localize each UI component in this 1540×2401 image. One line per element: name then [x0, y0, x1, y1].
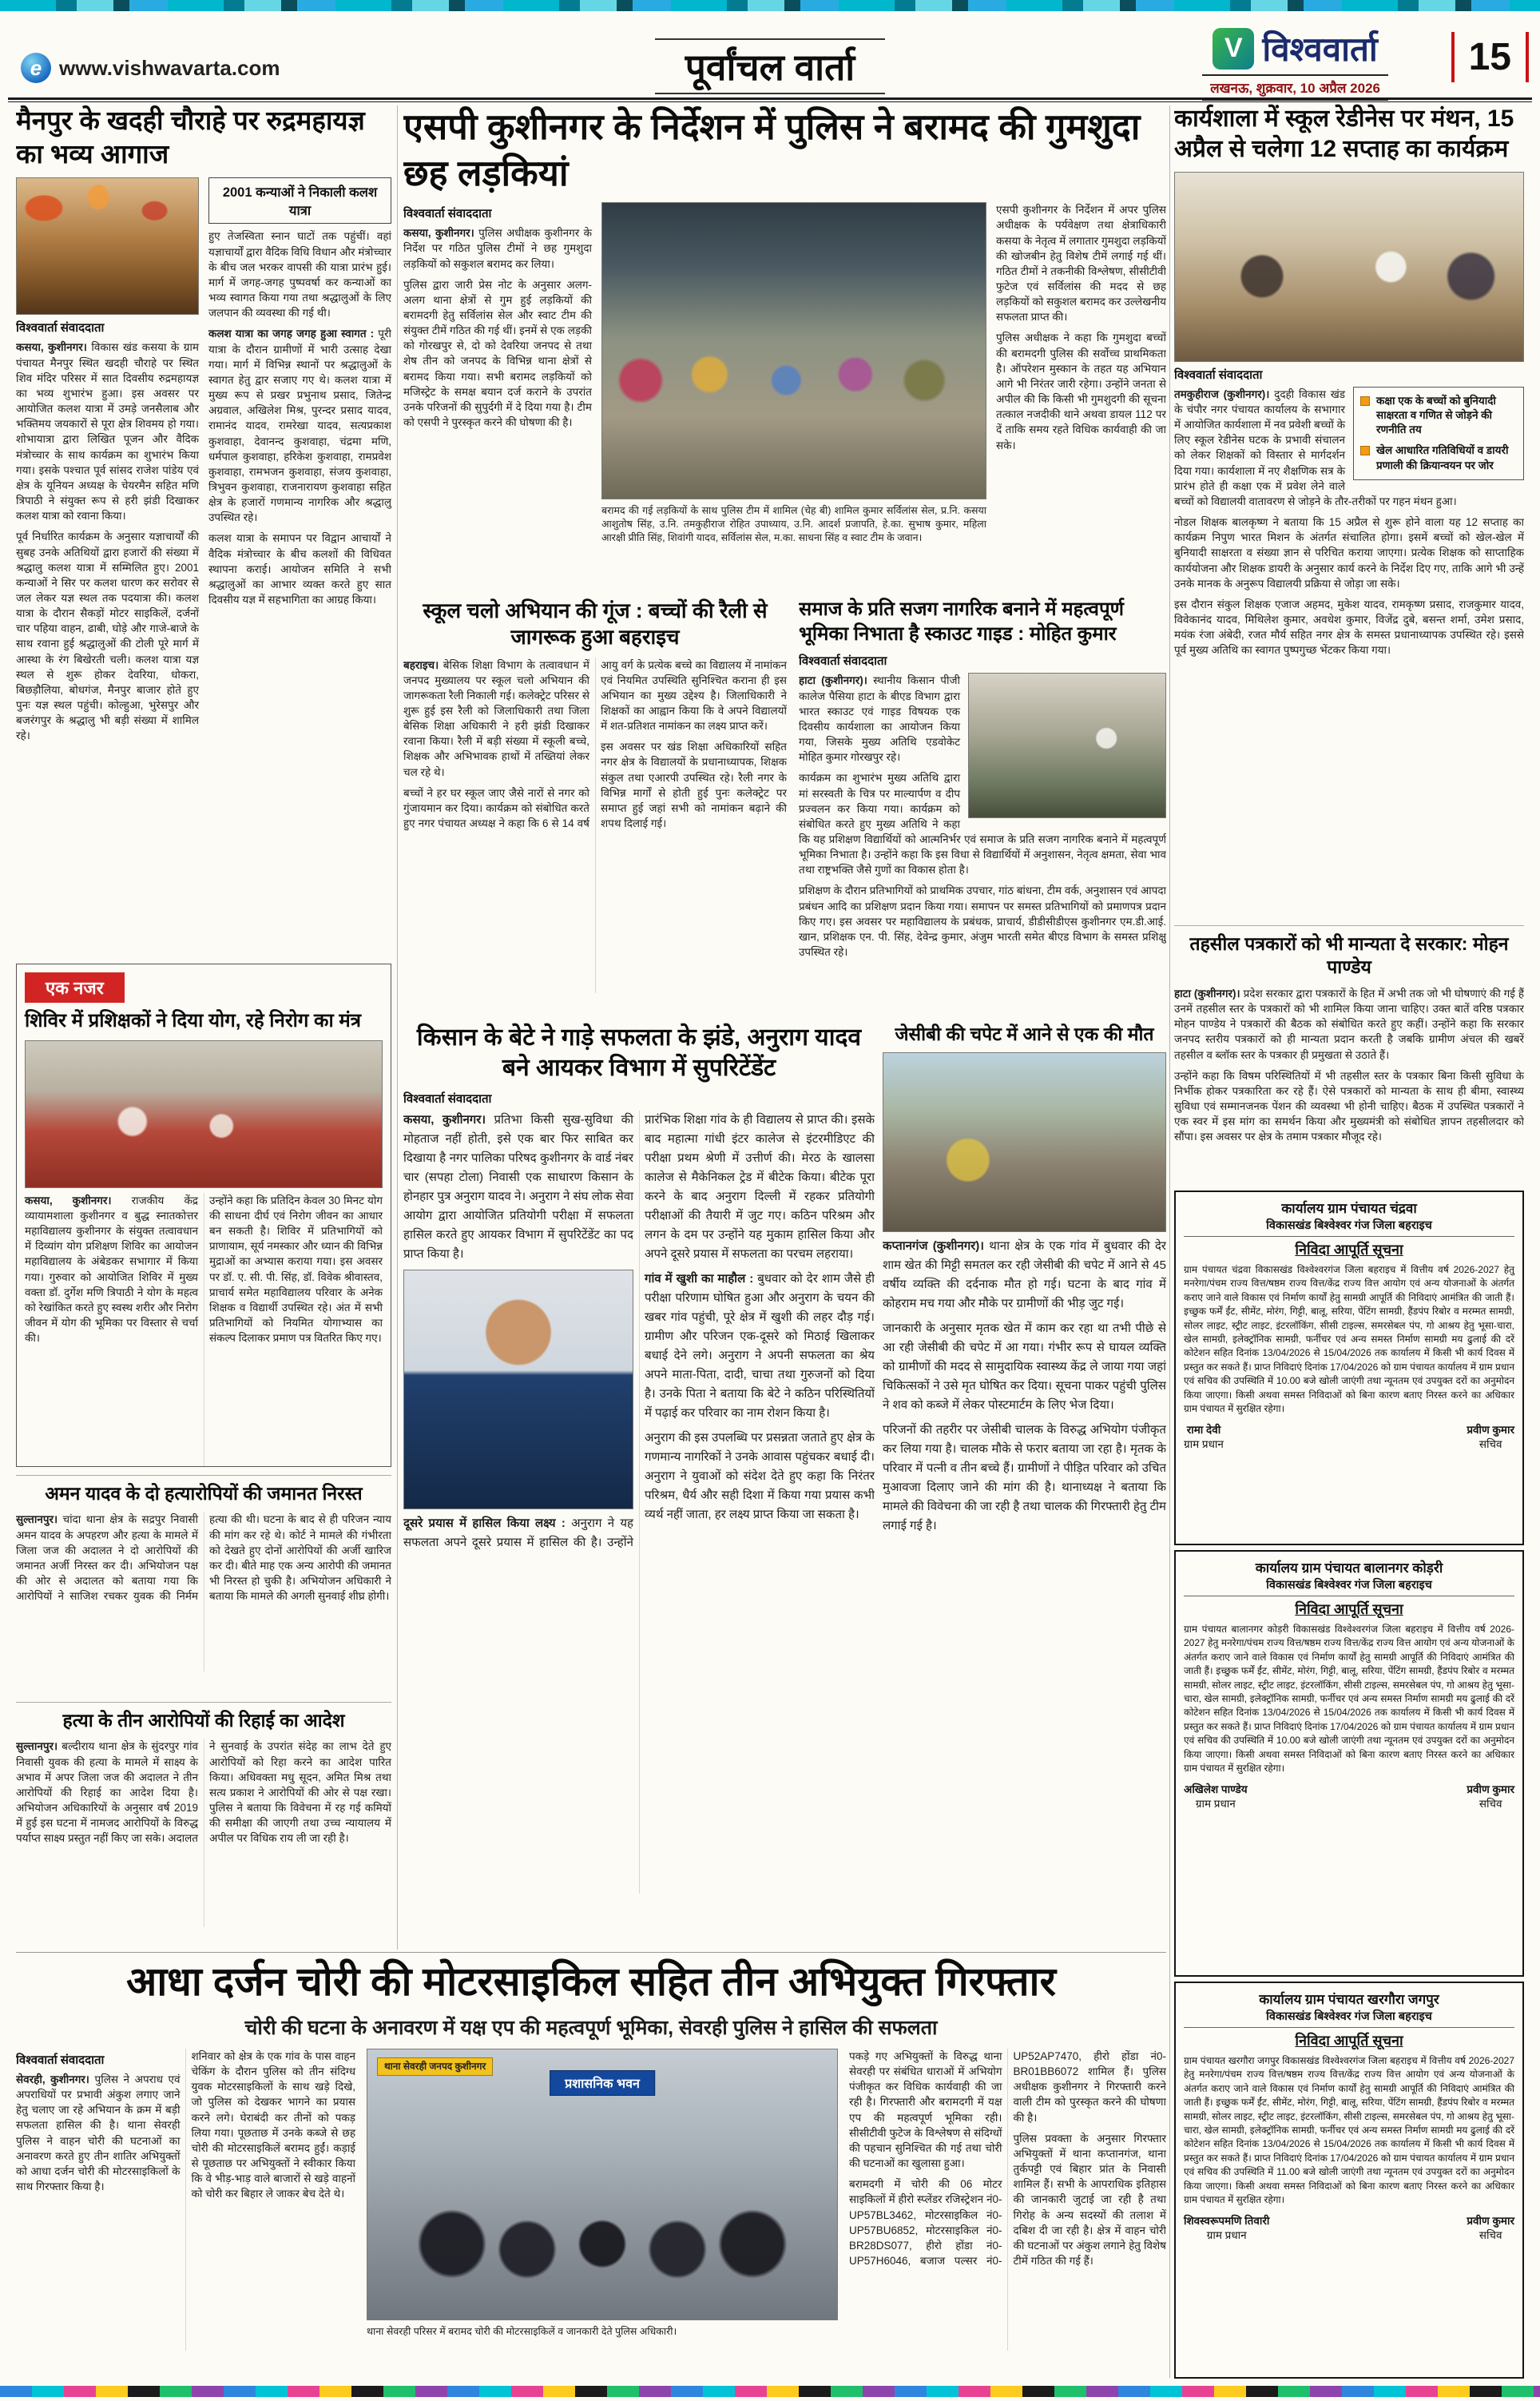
bullet-icon: [1360, 446, 1370, 455]
dateline: बहराइच।: [403, 658, 439, 671]
website-logo-icon: e: [21, 53, 51, 83]
article-text: पकड़े गए अभियुक्तों के विरुद्ध थाना सेवरही पर संबंधित धाराओं में अभियोग पंजीकृत कर विधिक कार्यवाही की जा रही है। गिरफ्तारी और बरामदगी में यक्ष एप की महत्वपूर्ण भूमिका रही। सीसीटीवी फुटेज के विश्लेषण से संदिग्धों की पहचान सुनिश्चित की गई तथा चोरी की घटनाओं का खुलासा हुआ।: [849, 2050, 1002, 2170]
inline-subhead: दूसरे प्रयास में हासिल किया लक्ष्य :: [403, 1516, 566, 1530]
article-missing-girls-recovered: [403, 104, 1166, 593]
tender-notice-khargaura-jagpur: [1174, 1982, 1524, 2379]
article-text: उन्होंने कहा कि विषम परिस्थितियों में भी तहसील स्तर के पत्रकार बिना किसी सुविधा के निर्भीक होकर पत्रकारिता कर रहे हैं। ऐसे पत्रकारों को मान्यता के साथ ही बीमा, स्वास्थ्य सुविधा एवं सम्मानजनक पेंशन की व्यवस्था भी होनी चाहिए। बैठक में उपस्थित पत्रकारों ने एक स्वर में इस मांग का समर्थन किया और मुख्यमंत्री को संबोधित ज्ञापन तहसीलदार को सौंपा। इस अवसर पर क्षेत्र के तमाम पत्रकार मौजूद रहे।: [1174, 1069, 1524, 1143]
byline: विश्ववार्ता संवाददाता: [403, 1091, 492, 1106]
bullet-text: खेल आधारित गतिविधियों व डायरी प्रणाली की क्रियान्वयन पर जोर: [1376, 444, 1509, 471]
article-text: पुलिस प्रवक्ता के अनुसार गिरफ्तार अभियुक्तों में थाना कप्तानगंज, थाना तुर्कपट्टी एवं बिहार प्रांत के निवासी शामिल हैं। सभी के आपराधिक इतिहास की जानकारी जुटाई जा रही है तथा गिरोह के अन्य सदस्यों की तलाश में दबिश दी जा रही है। क्षेत्र में वाहन चोरी की घटनाओं पर अंकुश लगाने हेतु विशेष टीमें गठित की गई हैं।: [1013, 2132, 1166, 2268]
signatory-name: प्रवीण कुमार: [1467, 1783, 1514, 1796]
article-headline: स्कूल चलो अभियान की गूंज : बच्चों की रैली से जागरूक हुआ बहराइच: [423, 598, 768, 650]
photo-caption: थाना सेवरही परिसर में बरामद चोरी की मोटरसाइकिलें व जानकारी देते पुलिस अधिकारी।: [367, 2326, 677, 2337]
photo-caption: बरामद की गई लड़कियों के साथ पुलिस टीम में शामिल (चेह बी) शामिल कुमार सर्विलांस सेल, प्र.नि. कसया आशुतोष सिंह, उ.नि. तमकुहीराज रोहित उपाध्याय, उ.नि. आदर्श प्रजापति, हे.का. सुभाष कुमार, महिला आरक्षी प्रीति सिंह, शिवांगी यादव, सर्विलांस सेल, म.का. साधना सिंह व स्वाट टीम के जवान।: [601, 505, 986, 543]
article-text: राजकीय केंद्र व्यायामशाला कुशीनगर व बुद्ध स्नातकोत्तर महाविद्यालय कुशीनगर के संयुक्त तत्वावधान में दिव्यांग योग प्रशिक्षण शिविर का आयोजन महाविद्यालय के अंबेडकर सभागार में किया गया। गुरुवार को आयोजित शिविर में मुख्य वक्ता डॉ. दुर्गेश मणि त्रिपाठी ने योग के महत्व को रेखांकित करते हुए स्वस्थ शरीर और निरोग जीवन में योग की भूमिका पर विस्तार से चर्चा की।: [25, 1194, 198, 1345]
paper-logo-icon: V: [1213, 28, 1254, 70]
article-text: चांदा थाना क्षेत्र के सद्रपुर निवासी अमन यादव के अपहरण और हत्या के मामले में जिला जज की अदालत ने दो आरोपियों की जमानत अर्जी निरस्त कर दी। अभियोजन पक्ष की ओर से अदालत को बताया गया कि आरोपियों ने साजिश रचकर युवक की निर्मम हत्या की थी। घटना के बाद से ही परिजन न्याय की मांग कर रहे थे। कोर्ट ने मामले की गंभीरता को देखते हुए दोनों आरोपियों की अर्जी खारिज कर दी। बीते माह एक अन्य आरोपी की जमानत भी निरस्त हो चुकी है। अभियोजन अधिकारी ने बताया कि मामले की अगली सुनवाई शीघ्र होगी।: [16, 1513, 391, 1603]
photo-yajna-procession: [16, 177, 199, 315]
article-text: पुलिस अधीक्षक कुशीनगर के निर्देश पर गठित पुलिस टीमों ने छह गुमशुदा लड़कियों को सकुशल बरामद कर लिया।: [403, 227, 592, 270]
article-subhead: चोरी की घटना के अनावरण में यक्ष एप की महत्वपूर्ण भूमिका, सेवरही पुलिस ने हासिल की सफलता: [244, 2017, 938, 2039]
article-text: बेसिक शिक्षा विभाग के तत्वावधान में जनपद मुख्यालय पर स्कूल चलो अभियान की जागरूकता रैली निकाली गई। कलेक्ट्रेट परिसर से शुरू हुई इस रैली को जिलाधिकारी तथा जिला बेसिक शिक्षा अधिकारी ने हरी झंडी दिखाकर रवाना किया। रैली में बड़ी संख्या में स्कूली बच्चे, शिक्षक और अभिभावक हाथों में तख्तियां लेकर चल रहे थे।: [403, 658, 589, 778]
inset-headline: 2001 कन्याओं ने निकाली कलश यात्रा: [208, 177, 391, 224]
building-signboard: प्रशासनिक भवन: [550, 2070, 655, 2096]
photo-yoga-camp: [25, 1040, 383, 1188]
signatory-name: शिवस्वरूपमणि तिवारी: [1184, 2215, 1270, 2228]
article-text: दुदही विकास खंड के चंपौर नगर पंचायत कार्यालय के सभागार में आयोजित कार्यशाला में नव प्रवेशी बच्चों के लिए स्कूल रेडीनेस घटक के प्रभावी संचालन को लेकर शिक्षकों को विस्तार से मार्गदर्शन दिया गया। कार्यशाला में नए शैक्षणिक सत्र के प्रारंभ होते ही कक्षा एक में प्रवेश लेने वाले बच्चों को विद्यालयी वातावरण से जोड़ने के तौर-तरीकों पर गहन मंथन हुआ।: [1174, 388, 1457, 507]
tender-body: ग्राम पंचायत खरगौरा जगपुर विकासखंड विश्वेश्वरगंज जिला बहराइच में वित्तीय वर्ष 2026-2027 हेतु मनरेगा/पंचम राज्य वित्त/षष्ठम राज्य वित्त/केंद्र राज्य वित्त आयोग एवं अन्य योजनाओं के अंतर्गत कराए जाने वाले विकास एवं निर्माण कार्यों हेतु सामग्री आपूर्ति की निविदाएं आमंत्रित की जाती हैं। इच्छुक फर्में ईंट, सीमेंट, मोरंग, गिट्टी, बालू, सरिया, पेंटिंग सामग्री, हैंडपंप रिबोर व मरम्मत सामग्री, सोलर लाइट, स्ट्रीट लाइट, इंटरलॉकिंग, सीसी टाइल्स, समरसेबल पंप, गो आश्रय हेतु भूसा-चारा, खेल सामग्री, इलेक्ट्रॉनिक सामग्री, फर्नीचर एवं अन्य समस्त निर्माण सामग्री मय ढुलाई की दरें कोटेशन सहित दिनांक 13/04/2026 से 15/04/2026 तक कार्यालय में किसी भी कार्य दिवस में प्रस्तुत कर सकते हैं। प्राप्त निविदाएं दिनांक 17/04/2026 को ग्राम पंचायत कार्यालय में ग्राम प्रधान एवं सचिव की उपस्थिति में 11.00 बजे खोली जाएंगी तथा न्यूनतम एवं उपयुक्त दरों का अनुमोदन किया जाएगा। किसी अथवा समस्त निविदाओं को बिना कारण बताए निरस्त करने का अधिकार ग्राम पंचायत में सुरक्षित रहेगा।: [1184, 2055, 1514, 2205]
tender-body: ग्राम पंचायत चंद्रवा विकासखंड विश्वेश्वरगंज जिला बहराइच में वित्तीय वर्ष 2026-2027 हेतु मनरेगा/पंचम राज्य वित्त/षष्ठम राज्य वित्त/केंद्र राज्य वित्त आयोग एवं अन्य योजनाओं के अंतर्गत कराए जाने वाले विकास एवं निर्माण कार्यों हेतु सामग्री आपूर्ति की निविदाएं आमंत्रित की जाती हैं। इच्छुक फर्में ईंट, सीमेंट, मोरंग, गिट्टी, बालू, सरिया, पेंटिंग सामग्री, हैंडपंप रिबोर व मरम्मत सामग्री, सोलर लाइट, स्ट्रीट लाइट, इंटरलॉकिंग, सीसी टाइल्स, समरसेबल पंप, गो आश्रय हेतु भूसा-चारा, खेल सामग्री, इलेक्ट्रॉनिक सामग्री, फर्नीचर एवं अन्य समस्त निर्माण सामग्री मय ढुलाई की दरें कोटेशन सहित दिनांक 13/04/2026 से 15/04/2026 तक कार्यालय में किसी भी कार्य दिवस में प्रस्तुत कर सकते हैं। प्राप्त निविदाएं दिनांक 17/04/2026 को ग्राम पंचायत कार्यालय में ग्राम प्रधान एवं सचिव की उपस्थिति में 10.00 बजे खोली जाएंगी तथा न्यूनतम एवं उपयुक्त दरों का अनुमोदन किया जाएगा। किसी अथवा समस्त निविदाओं को बिना कारण बताए निरस्त करने का अधिकार ग्राम पंचायत में सुरक्षित रहेगा।: [1184, 1264, 1514, 1414]
article-school-readiness-workshop: [1174, 104, 1524, 922]
article-headline: शिविर में प्रशिक्षकों ने दिया योग, रहे निरोग का मंत्र: [25, 1010, 361, 1032]
bottom-color-strip: [0, 2386, 1540, 2397]
dateline: सेवरही, कुशीनगर।: [16, 2073, 89, 2085]
signatory-role: ग्राम प्रधान: [1195, 1798, 1236, 1811]
article-text: बल्दीराय थाना क्षेत्र के सुंदरपुर गांव निवासी युवक की हत्या के मामले में साक्ष्य के अभाव में अपर जिला जज की अदालत ने तीन आरोपियों की रिहाई का आदेश दिया है। अभियोजन अधिकारियों के अनुसार वर्ष 2019 में हुई इस घटना में नामजद आरोपियों के विरुद्ध पर्याप्त साक्ष्य प्रस्तुत नहीं किए जा सके। अदालत ने सुनवाई के उपरांत संदेह का लाभ देते हुए आरोपियों को रिहा करने का आदेश पारित किया। अधिवक्ता मधु सूदन, अमित मिश्र तथा सत्य प्रकाश ने आरोपियों की ओर से पक्ष रखा। पुलिस ने बताया कि विवेचना में रह गई कमियों की समीक्षा की जाएगी तथा उच्च न्यायालय में अपील पर विधिक राय ली जा रही है।: [16, 1740, 391, 1845]
article-text: पुलिस अधीक्षक ने कहा कि गुमशुदा बच्चों की बरामदगी पुलिस की सर्वोच्च प्राथमिकता है। ऑपरेशन मुस्कान के तहत यह अभियान आगे भी निरंतर जारी रहेगा। उन्होंने जनता से अपील की कि किसी भी गुमशुदगी की सूचना तत्काल नजदीकी थाने अथवा डायल 112 पर दें ताकि समय रहते विधिक कार्यवाही की जा सके।: [996, 332, 1166, 451]
article-text: प्रतिभा किसी सुख-सुविधा की मोहताज नहीं होती, इसे एक बार फिर साबित कर दिखाया है नगर पालिका परिषद कुशीनगर के वार्ड नंबर चार (सपहा टोला) निवासी एक साधारण किसान के होनहार पुत्र अनुराग यादव ने। अनुराग ने संघ लोक सेवा आयोग द्वारा आयोजित प्रतियोगी परीक्षा में सफलता हासिल करते हुए आयकर विभाग में सुपरिटेंडेंट का पद प्राप्त किया है।: [403, 1112, 633, 1261]
article-headline: तहसील पत्रकारों को भी मान्यता दे सरकार: मोहन पाण्डेय: [1189, 933, 1509, 978]
tender-office-block: विकासखंड बिश्वेश्वर गंज जिला बहराइच: [1184, 1217, 1514, 1237]
paper-name: विश्ववार्ता: [1262, 30, 1378, 68]
signatory-role: ग्राम प्रधान: [1184, 1438, 1224, 1451]
article-text: पूरी यात्रा के दौरान ग्रामीणों में भारी उत्साह देखा गया। मार्ग में विभिन्न स्थानों पर श्रद्धालुओं के स्वागत हेतु द्वार सजाए गए थे। कलश यात्रा में मुख्य रूप से प्रखर प्रभुनाथ प्रसाद, जितेन्द्र अग्रवाल, अखिलेश मिश्र, पुरन्दर प्रसाद यादव, रामानंद यादव, रामरेखा यादव, सत्यप्रकाश कुशवाहा, देवानन्द कुशवाहा, चंद्रमा मणि, धर्मपाल कुशवाहा, हरिकेश कुशवाहा, रामप्रवेश कुशवाहा, रामभजन कुशवाहा, संजय कुशवाहा, त्रिभुवन कुशवाहा, राजनारायण कुशवाहा सहित क्षेत्र के हजारों गणमान्य नागरिक और श्रद्धालु उपस्थित रहे।: [208, 328, 391, 524]
ek-najar-tag: एक नजर: [25, 972, 125, 1003]
article-text: विकास खंड कसया के ग्राम पंचायत मैनपुर स्थित खदही चौराहे पर स्थित शिव मंदिर परिसर में सात दिवसीय रुद्रमहायज्ञ का भव्य शुभारंभ हुआ। इस अवसर पर आयोजित कलश यात्रा में उमड़े जनसैलाब और भक्तिमय जयकारों से पूरा क्षेत्र शिवमय हो गया। शोभायात्रा द्वारा लिखित पूजन और वैदिक मंत्रोच्चार के साथ कार्यक्रम का शुभारंभ किया गया। इसके पश्चात पूर्व सांसद राजेश पांडेय एवं क्षेत्र के यूनियन अध्यक्ष के चेयरमैन सहित मणि त्रिपाठी ने संयुक्त रूप से हरी झंडी दिखाकर कलश यात्रा को रवाना किया।: [16, 341, 199, 523]
signatory-name: प्रवीण कुमार: [1467, 2215, 1514, 2228]
inline-subhead: कलश यात्रा का जगह जगह हुआ स्वागत :: [208, 328, 375, 340]
article-text: बुधवार को देर शाम जैसे ही परीक्षा परिणाम घोषित हुआ और अनुराग के चयन की खबर गांव पहुंची, पूरे क्षेत्र में खुशी की लहर दौड़ गई। ग्रामीण और परिजन एक-दूसरे को मिठाई खिलाकर बधाई देने लगे। अनुराग ने अपनी सफलता का श्रेय अपने माता-पिता, दादी, चाचा तथा गुरुजनों को दिया है। उनके पिता ने बताया कि बेटे ने कठिन परिस्थितियों में पढ़ाई कर परिवार का नाम रोशन किया है।: [645, 1271, 875, 1420]
article-scout-guide-workshop: [799, 598, 1166, 1015]
tender-notice-chandrawa: [1174, 1191, 1524, 1545]
section-title: पूर्वांचल वार्ता: [0, 38, 1540, 94]
signatory-name: रामा देवी: [1186, 1424, 1221, 1437]
dateline: हाटा (कुशीनगर)।: [799, 674, 867, 687]
photo-jcb-accident-scene: [883, 1052, 1166, 1232]
bullet-icon: [1360, 396, 1370, 406]
article-text: थाना क्षेत्र के एक गांव में बुधवार की देर शाम खेत की मिट्टी समतल कर रही जेसीबी की चपेट में आने से 45 वर्षीय व्यक्ति की दर्दनाक मौत हो गई। घटना के बाद गांव में कोहराम मच गया और मौके पर ग्रामीणों की भीड़ जुट गई।: [883, 1239, 1166, 1311]
dateline: कसया, कुशीनगर।: [25, 1194, 112, 1206]
article-headline: एसपी कुशीनगर के निर्देशन में पुलिस ने बरामद की गुमशुदा छह लड़कियां: [403, 106, 1141, 193]
article-headline: मैनपुर के खदही चौराहे पर रुद्रमहायज्ञ का भव्य आगाज: [16, 105, 365, 169]
dateline: कप्तानगंज (कुशीनगर)।: [883, 1239, 984, 1254]
masthead: [0, 11, 1540, 97]
dateline: हाटा (कुशीनगर)।: [1174, 987, 1240, 1000]
signatory-role: सचिव: [1478, 1438, 1502, 1451]
article-text: पुलिस द्वारा जारी प्रेस नोट के अनुसार अलग-अलग थाना क्षेत्रों से गुम हुई लड़कियों की बरामदगी हेतु सर्विलांस सेल और स्वाट टीम की संयुक्त टीमें गठित की गई थीं। इनमें से एक लड़की को गोरखपुर से, दो को देवरिया जनपद से तथा शेष तीन को जनपद के विभिन्न थाना क्षेत्रों से बरामद किया गया। सभी बरामद लड़कियों को मजिस्ट्रेट के समक्ष बयान दर्ज कराने के उपरांत उनके परिजनों की सुपुर्दगी में दे दिया गया है। टीम को एसपी ने पुरस्कृत करने की घोषणा की है।: [403, 278, 592, 429]
signatory-name: प्रवीण कुमार: [1467, 1424, 1514, 1437]
article-text: इस अवसर पर खंड शिक्षा अधिकारियों सहित नगर क्षेत्र के विद्यालयों के प्रधानाध्यापक, शिक्षक संकुल तथा एआरपी उपस्थित रहे। रैली नगर के विभिन्न मार्गों से होती हुई पुनः कलेक्ट्रेट पर समाप्त हुई जहां सभी को नामांकन बढ़ाने की शपथ दिलाई गई।: [601, 741, 787, 830]
tender-notice-balanagar-kodri: [1174, 1550, 1524, 1977]
article-text: कार्यक्रम का शुभारंभ मुख्य अतिथि द्वारा मां सरस्वती के चित्र पर माल्यार्पण व दीप प्रज्वलन कर किया गया। कार्यक्रम को संबोधित करते हुए मुख्य अतिथि ने कहा कि यह प्रशिक्षण विद्यार्थियों को आत्मनिर्भर एवं समाज के प्रति सजग नागरिक बनाने में महत्वपूर्ण भूमिका निभाता है। उन्होंने कहा कि इस विधा से विद्यार्थियों में अनुशासन, नेतृत्व क्षमता, सेवा भाव तथा राष्ट्रभक्ति जैसे गुणों का विकास होता है।: [799, 772, 1166, 877]
photo-readiness-workshop: [1174, 172, 1524, 362]
article-text: पूर्व निर्धारित कार्यक्रम के अनुसार यज्ञाचार्यों की सुबह उनके अतिथियों द्वारा हजारों की संख्या में श्रद्धालु कलश यात्रा में सम्मिलित हुए। 2001 कन्याओं ने सिर पर कलश धारण कर सरोवर से जल लेकर यज्ञ स्थल तक पदयात्रा की। कलश यात्रा के दौरान सैकड़ों मोटर साइकिलें, दर्जनों चार पहिया वाहन, ढाबी, घोड़े और गाजे-बाजे के साथ रवाना हुई श्रद्धालुओं की टोली पूरे मार्ग में आस्था के रंग बिखेरती चली। कलश यात्रा यज्ञ स्थल से शुरू होकर देवरिया, धोकरा, बिछड़ौलिया, बोधगंज, मैनपुर बाजार होते हुए पुनः यज्ञ स्थल पहुंची। कोल्हुआ, भुरेसपुर और बजरंगपुर के श्रद्धालु भी बड़ी संख्या में शामिल रहे।: [16, 531, 199, 742]
signatory-role: सचिव: [1478, 1798, 1502, 1811]
dateline: कसया, कुशीनगर।: [403, 227, 474, 240]
article-headline: किसान के बेटे ने गाड़े सफलता के झंडे, अनुराग यादव बने आयकर विभाग में सुपरिटेंडेंट: [416, 1024, 862, 1082]
tender-body: ग्राम पंचायत बालानगर कोड़री विकासखंड विश्वेश्वरगंज जिला बहराइच में वित्तीय वर्ष 2026-2027 हेतु मनरेगा/पंचम राज्य वित्त/षष्ठम राज्य वित्त/केंद्र राज्य वित्त आयोग एवं अन्य योजनाओं के अंतर्गत कराए जाने वाले विकास एवं निर्माण कार्यों हेतु सामग्री आपूर्ति की निविदाएं आमंत्रित की जाती हैं। इच्छुक फर्में ईंट, सीमेंट, मोरंग, गिट्टी, बालू, सरिया, पेंटिंग सामग्री, हैंडपंप रिबोर व मरम्मत सामग्री, सोलर लाइट, स्ट्रीट लाइट, इंटरलॉकिंग, सीसी टाइल्स, समरसेबल पंप, गो आश्रय हेतु भूसा-चारा, खेल सामग्री, इलेक्ट्रॉनिक सामग्री, फर्नीचर एवं अन्य समस्त निर्माण सामग्री मय ढुलाई की दरें कोटेशन सहित दिनांक 13/04/2026 से 15/04/2026 तक कार्यालय में किसी भी कार्य दिवस में प्रस्तुत कर सकते हैं। प्राप्त निविदाएं दिनांक 17/04/2026 को ग्राम पंचायत कार्यालय में ग्राम प्रधान एवं सचिव की उपस्थिति में 10.00 बजे खोली जाएंगी तथा न्यूनतम एवं उपयुक्त दरों का अनुमोदन किया जाएगा। किसी अथवा समस्त निविदाओं को बिना कारण बताए निरस्त करने का अधिकार ग्राम पंचायत में सुरक्षित रहेगा।: [1184, 1624, 1514, 1774]
article-text: बच्चों ने हर घर स्कूल जाए जैसे नारों से नगर को गुंजायमान कर दिया। कार्यक्रम को संबोधित करते हुए नगर पंचायत अध्यक्ष ने कहा कि 6 से 14 वर्ष आयु वर्ग के प्रत्येक बच्चे का विद्यालय में नामांकन एवं नियमित उपस्थिति सुनिश्चित कराना ही इस अभियान का मुख्य उद्देश्य है। जिलाधिकारी ने शिक्षकों का आह्वान किया कि वे अपने विद्यालयों में शत-प्रतिशत नामांकन का लक्ष्य प्राप्त करें।: [403, 658, 787, 830]
police-station-signboard: थाना सेवरही जनपद कुशीनगर: [377, 2057, 493, 2076]
article-text: जानकारी के अनुसार मृतक खेत में काम कर रहा था तभी पीछे से आ रही जेसीबी की चपेट में आ गया। गंभीर रूप से घायल व्यक्ति को ग्रामीणों की मदद से सामुदायिक स्वास्थ्य केंद्र ले जाया गया जहां चिकित्सकों ने उसे मृत घोषित कर दिया। सूचना पाकर पहुंची पुलिस ने शव को कब्जे में लेकर पोस्टमार्टम के लिए भेज दिया।: [883, 1322, 1166, 1413]
tender-title: निविदा आपूर्ति सूचना: [1295, 1242, 1403, 1258]
article-murder-acquittal: [16, 1702, 391, 1951]
article-text: कलश यात्रा के समापन पर विद्वान आचार्यों ने वैदिक मंत्रोच्चार के बीच कलशों की विधिवत स्थापना कराई। आयोजन समिति ने सभी श्रद्धालुओं का आभार व्यक्त करते हुए सात दिवसीय यज्ञ में सहभागिता का आग्रह किया।: [208, 532, 391, 606]
article-headline: जेसीबी की चपेट में आने से एक की मौत: [895, 1024, 1154, 1044]
tender-title: निविदा आपूर्ति सूचना: [1295, 2033, 1403, 2049]
article-text: अनुराग ने यह सफलता अपने दूसरे प्रयास में हासिल की है। उन्होंने प्रारंभिक शिक्षा गांव के ही विद्यालय से प्राप्त की। इसके बाद महात्मा गांधी इंटर कालेज से इंटरमीडिएट की परीक्षा प्रथम श्रेणी में उत्तीर्ण की। मेरठ के खालसा कालेज से मैकेनिकल ट्रेड में बीटेक किया। बीटेक पूरा करने के बाद अनुराग दिल्ली में रहकर प्रतियोगी परीक्षाओं की तैयारी में जुट गए। कठिन परिश्रम और लगन के दम पर उन्होंने यह मुकाम हासिल किया और अपने दूसरे प्रयास में सफलता का परचम लहराया।: [403, 1112, 875, 1549]
photo-anurag-yadav-portrait: [403, 1270, 633, 1509]
article-headline: समाज के प्रति सजग नागरिक बनाने में महत्वपूर्ण भूमिका निभाता है स्काउट गाइड : मोहित कुमार: [799, 598, 1125, 645]
column-divider: [397, 105, 398, 1950]
tender-title: निविदा आपूर्ति सूचना: [1295, 1601, 1403, 1617]
top-color-strip: [0, 0, 1540, 11]
article-school-chalo-rally: [403, 598, 787, 1015]
article-anurag-yadav-success: [403, 1023, 875, 1950]
byline: विश्ववार्ता संवाददाता: [16, 321, 105, 336]
signatory-role: सचिव: [1478, 2229, 1502, 2242]
page-number: 15: [1451, 32, 1529, 82]
article-text: उन्होंने कहा कि प्रतिदिन केवल 30 मिनट योग की साधना दीर्घ एवं निरोग जीवन का आधार बन सकती है। शिविर में प्रतिभागियों को प्राणायाम, सूर्य नमस्कार और ध्यान की विभिन्न मुद्राओं का अभ्यास कराया गया। इस अवसर पर डॉ. ए. सी. पी. सिंह, डॉ. विवेक श्रीवास्तव, प्राचार्य समेत महाविद्यालय परिवार के अनेक शिक्षक व विद्यार्थी उपस्थित रहे। अंत में सभी प्रतिभागियों को नियमित योगाभ्यास का संकल्प दिलाकर प्रमाण पत्र वितरित किए गए।: [209, 1194, 383, 1345]
highlight-bullets: [1353, 387, 1524, 480]
article-headline: अमन यादव के दो हत्यारोपियों की जमानत निरस्त: [45, 1483, 363, 1504]
website-url[interactable]: www.vishwavarta.com: [59, 55, 280, 80]
article-text: एसपी कुशीनगर के निर्देशन में अपर पुलिस अधीक्षक के पर्यवेक्षण तथा क्षेत्राधिकारी कसया के नेतृत्व में लगातार गुमशुदा लड़कियों की खोजबीन हेतु विशेष टीमें लगाई गई थीं। गठित टीमों ने तकनीकी विश्लेषण, सीसीटीवी फुटेज एवं सर्विलांस की मदद से छह लड़कियों को सकुशल बरामद कर उल्लेखनीय सफलता प्राप्त की।: [996, 204, 1166, 324]
article-text: प्रशिक्षण के दौरान प्रतिभागियों को प्राथमिक उपचार, गांठ बांधना, टीम वर्क, अनुशासन एवं आपदा प्रबंधन आदि का प्रशिक्षण प्रदान किया गया। समापन पर समस्त प्रतिभागियों को प्रमाणपत्र प्रदान किए गए। इस अवसर पर महाविद्यालय के प्रबंधक, प्राचार्य, डीडीसीडीएस कुशीनगर एम.डी.आई. खान, प्रशिक्षक एन. पी. सिंह, देवेन्द्र कुमार, अंजुम भारती समेत बीएड विभाग के समस्त प्रशिक्षु उपस्थित रहे।: [799, 884, 1166, 959]
article-text: इस दौरान संकुल शिक्षक एजाज अहमद, मुकेश यादव, रामकृष्ण प्रसाद, राजकुमार यादव, विवेकानंद यादव, मिथिलेश कुमार, अवधेश कुमार, विजेंद्र दुबे, बसन्त शर्मा, उमेश प्रसाद, मयंक रंजा अंबेदी, रजत मौर्य सहित नगर क्षेत्र के समस्त प्रधानाध्यापक उपस्थित रहे। इससे पूर्व मुख्य अतिथि का स्वागत पुष्पगुच्छ भेंटकर किया गया।: [1174, 598, 1524, 657]
byline: विश्ववार्ता संवाददाता: [799, 654, 887, 669]
article-headline: कार्यशाला में स्कूल रेडीनेस पर मंथन, 15 अप्रैल से चलेगा 12 सप्ताह का कार्यक्रम: [1174, 105, 1514, 163]
byline: विश्ववार्ता संवाददाता: [1174, 368, 1263, 382]
article-text: नोडल शिक्षक बालकृष्ण ने बताया कि 15 अप्रैल से शुरू होने वाला यह 12 सप्ताह का कार्यक्रम निपुण भारत मिशन के अंतर्गत संचालित होगा। इसमें बच्चों को खेल-खेल में बुनियादी साक्षरता व संख्या ज्ञान से परिचित कराया जाएगा। प्रत्येक शिक्षक को साप्ताहिक कार्ययोजना और शिक्षक डायरी के अनुसार कार्य करने के निर्देश दिए गए, ताकि आगे भी उन्हें उनके मानक के अनुरूप विद्यालयी प्रक्रिया से जोड़ा जा सके।: [1174, 516, 1524, 590]
article-text: अनुराग की इस उपलब्धि पर प्रसन्नता जताते हुए क्षेत्र के गणमान्य नागरिकों ने उनके आवास पहुंचकर बधाई दी। अनुराग ने युवाओं को संदेश देते हुए कहा कि निरंतर परिश्रम, धैर्य और सही दिशा में किया गया प्रयास कभी व्यर्थ नहीं जाता, हर लक्ष्य प्राप्त किया जा सकता है।: [645, 1430, 875, 1521]
dateline: सुल्तानपुर।: [16, 1740, 58, 1753]
photo-recovered-motorcycles: [367, 2049, 838, 2320]
dateline: सुल्तानपुर।: [16, 1513, 58, 1526]
article-text: पुलिस ने अपराध एवं अपराधियों पर प्रभावी अंकुश लगाए जाने हेतु चलाए जा रहे अभियान के क्रम में बड़ी सफलता हासिल की है। थाना सेवरही पुलिस ने वाहन चोरी की घटनाओं का अनावरण करते हुए तीन शातिर अभियुक्तों को आधा दर्जन चोरी की मोटरसाइकिलों के साथ गिरफ्तार किया है।: [16, 2073, 181, 2193]
dateline: कसया, कुशीनगर।: [16, 341, 87, 354]
tender-office-name: कार्यालय ग्राम पंचायत बालानगर कोड़री: [1255, 1560, 1443, 1576]
byline: विश्ववार्ता संवाददाता: [403, 207, 492, 221]
article-jcb-death: [883, 1023, 1166, 1950]
article-rudramahayagya: [16, 104, 391, 959]
bullet-text: कक्षा एक के बच्चों को बुनियादी साक्षरता व गणित से जोड़ने की रणनीति तय: [1376, 394, 1496, 436]
edition-dateline: लखनऊ, शुक्रवार, 10 अप्रैल 2026: [1202, 74, 1388, 101]
ek-najar-box: [16, 964, 391, 1467]
section-divider: [16, 1952, 1166, 1953]
article-aman-yadav-bail: [16, 1475, 391, 1697]
column-divider: [1169, 105, 1170, 2378]
article-tehsil-journalists: [1174, 925, 1524, 1186]
signatory-role: ग्राम प्रधान: [1206, 2229, 1247, 2242]
byline: विश्ववार्ता संवाददाता: [16, 2053, 105, 2067]
article-headline: हत्या के तीन आरोपियों की रिहाई का आदेश: [62, 1710, 345, 1731]
tender-office-block: विकासखंड बिश्वेश्वर गंज जिला बहराइच: [1184, 2008, 1514, 2028]
tender-office-block: विकासखंड बिश्वेश्वर गंज जिला बहराइच: [1184, 1576, 1514, 1596]
photo-scout-workshop: [968, 673, 1166, 818]
masthead-rule: [8, 97, 1532, 102]
tender-office-name: कार्यालय ग्राम पंचायत खरगौरा जगपुर: [1259, 1992, 1439, 2007]
article-text: बरामदगी में चोरी की 06 मोटर साइकिलों में हीरो स्प्लेंडर रजिस्ट्रेशन नं0-UP57BL3462, मोटरसाइकिल नं0-UP57BU6852, मोटरसाइकिल नं0-BR28DS077, हीरो होंडा नं0-UP57H6046, बजाज पल्सर नं0-UP52AP7470, हीरो होंडा नं0-BR01BB6072 शामिल हैं। पुलिस अधीक्षक कुशीनगर ने गिरफ्तारी करने वाली टीम को पुरस्कृत करने की घोषणा की है।: [849, 2050, 1166, 2268]
inline-subhead: गांव में खुशी का माहौल :: [645, 1271, 754, 1286]
tender-office-name: कार्यालय ग्राम पंचायत चंद्रवा: [1281, 1201, 1417, 1216]
article-headline: आधा दर्जन चोरी की मोटरसाइकिल सहित तीन अभियुक्त गिरफ्तार: [126, 1959, 1056, 2004]
dateline: तमकुहीराज (कुशीनगर)।: [1174, 388, 1270, 400]
article-text: परिजनों की तहरीर पर जेसीबी चालक के विरुद्ध अभियोग पंजीकृत कर लिया गया है। चालक मौके से फरार बताया जा रहा है। मृतक के परिवार में पत्नी व तीन बच्चे हैं। ग्रामीणों ने पीड़ित परिवार को उचित मुआवजा दिलाए जाने की मांग की है। थानाध्यक्ष ने बताया कि मामले की विवेचना की जा रही है तथा चालक की गिरफ्तारी हेतु टीम लगाई गई है।: [883, 1423, 1166, 1533]
article-text: स्थानीय किसान पीजी कालेज पैसिया हाटा के बीएड विभाग द्वारा भारत स्काउट एवं गाइड विषयक एक दिवसीय कार्यशाला का आयोजन किया गया, जिसके मुख्य अतिथि एडवोकेट मोहित कुमार गोरखपुर रहे।: [799, 674, 960, 764]
article-text: शनिवार को क्षेत्र के एक गांव के पास वाहन चेकिंग के दौरान पुलिस को तीन संदिग्ध युवक मोटरसाइकिलों के साथ खड़े दिखे, जो पुलिस को देखकर भागने का प्रयास करने लगे। घेराबंदी कर तीनों को पकड़ लिया गया। पूछताछ में उनके कब्जे से छह चोरी की मोटरसाइकिलें बरामद हुईं। कड़ाई से पूछताछ पर अभियुक्तों ने स्वीकार किया कि वे भीड़-भाड़ वाले बाजारों से खड़े वाहनों को चोरी कर बिहार ले जाकर बेच देते थे।: [191, 2050, 355, 2200]
article-text: प्रदेश सरकार द्वारा पत्रकारों के हित में अभी तक जो भी घोषणाएं की गई हैं उनमें तहसील स्तर के पत्रकारों को भी शामिल किया जाना चाहिए। उक्त बातें वरिष्ठ पत्रकार मोहन पाण्डेय ने पत्रकारों की बैठक को संबोधित करते हुए कहीं। उन्होंने कहा कि सरकार जनपद स्तरीय पत्रकारों को ही मान्यता प्रदान करती है जबकि ग्रामीण अंचल की खबरें तहसील व ब्लॉक स्तर के पत्रकार ही प्रमुखता से उठाते हैं।: [1174, 987, 1524, 1061]
article-text: हुए तेजस्विता स्नान घाटों तक पहुंचीं। वहां यज्ञाचार्यों द्वारा वैदिक विधि विधान और मंत्रोच्चार के बीच जल भरकर वापसी की यात्रा प्रारंभ हुई। मार्ग में जगह-जगह पुष्पवर्षा कर कन्याओं का भव्य स्वागत किया गया तथा श्रद्धालुओं के लिए जलपान की व्यवस्था की गई थी।: [208, 230, 391, 320]
dateline: कसया, कुशीनगर।: [403, 1112, 486, 1127]
article-motorcycle-theft-arrests: [16, 1956, 1166, 2379]
signatory-name: अखिलेश पाण्डेय: [1184, 1783, 1248, 1796]
photo-police-with-recovered-girls: [601, 202, 986, 499]
paper-brand: [1202, 26, 1388, 101]
